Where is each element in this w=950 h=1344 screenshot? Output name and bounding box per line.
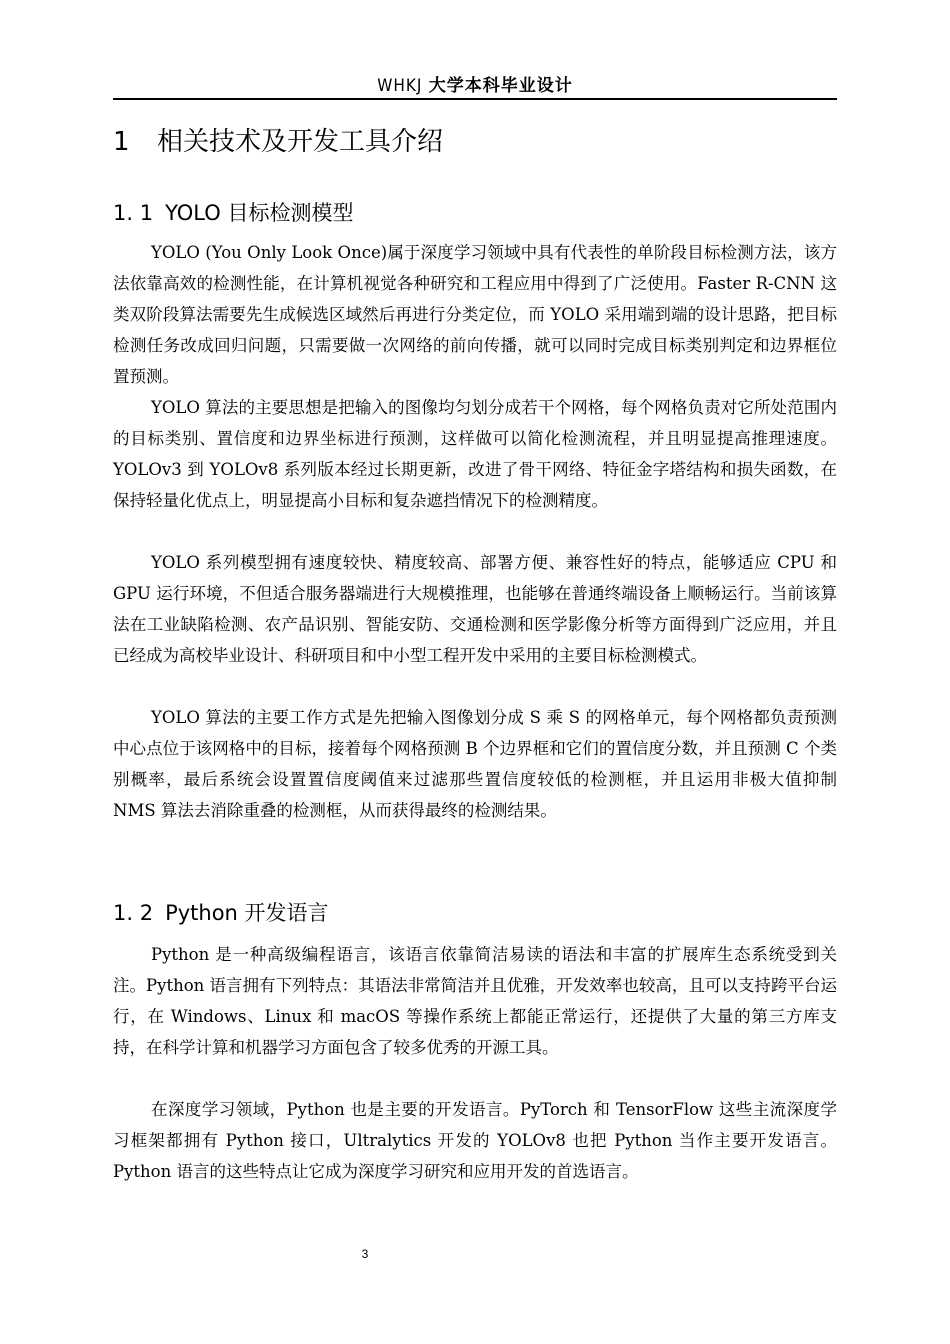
page-number: 3	[361, 1247, 369, 1261]
section-title: Python 开发语言	[165, 901, 329, 925]
paragraph: YOLO 算法的主要思想是把输入的图像均匀划分成若干个网格，每个网格负责对它所处范围内的目标类别、置信度和边界坐标进行预测，这样做可以简化检测流程，并且明显提高推理速度。YOLOv3 到 YOLOv8 系列版本经过长期更新，改进了骨干网络、特征金字塔结构和损失函数，在保持轻量化优点上，明显提高小目标和复杂遮挡情况下的检测精度。	[113, 398, 837, 510]
chapter-title: 相关技术及开发工具介绍	[157, 127, 444, 157]
section-number: 1. 2	[113, 901, 154, 925]
section-heading-2	[113, 897, 329, 927]
header-rule	[113, 98, 837, 100]
header-title: 大学本科毕业设计	[428, 76, 573, 96]
paragraph: YOLO 系列模型拥有速度较快、精度较高、部署方便、兼容性好的特点，能够适应 CPU 和 GPU 运行环境，不但适合服务器端进行大规模推理，也能够在普通终端设备上顺畅运行。当前该算法在工业缺陷检测、农产品识别、智能安防、交通检测和医学影像分析等方面得到广泛应用，并且已经成为高校毕业设计、科研项目和中小型工程开发中采用的主要目标检测模式。	[113, 553, 837, 665]
paragraph: YOLO 算法的主要工作方式是先把输入图像划分成 S 乘 S 的网格单元，每个网格都负责预测中心点位于该网格中的目标，接着每个网格预测 B 个边界框和它们的置信度分数，并且预测 C 个类别概率，最后系统会设置置信度阈值来过滤那些置信度较低的检测框，并且运用非极大值抑制 NMS 算法去消除重叠的检测框，从而获得最终的检测结果。	[113, 708, 837, 820]
paragraph: Python 是一种高级编程语言，该语言依靠简洁易读的语法和丰富的扩展库生态系统受到关注。Python 语言拥有下列特点：其语法非常简洁并且优雅，开发效率也较高，且可以支持跨平台运行，在 Windows、Linux 和 macOS 等操作系统上都能正常运行，还提供了大量的第三方库支持，在科学计算和机器学习方面包含了较多优秀的开源工具。	[113, 945, 837, 1057]
chapter-heading	[113, 121, 443, 158]
header-prefix: WHKJ	[377, 76, 423, 96]
chapter-number: 1	[113, 127, 130, 157]
section-heading-1	[113, 197, 353, 227]
page-header	[113, 71, 837, 99]
paragraph: YOLO (You Only Look Once)属于深度学习领域中具有代表性的单阶段目标检测方法，该方法依靠高效的检测性能，在计算机视觉各种研究和工程应用中得到了广泛使用。Faster R-CNN 这类双阶段算法需要先生成候选区域然后再进行分类定位，而 YOLO 采用端到端的设计思路，把目标检测任务改成回归问题，只需要做一次网络的前向传播，就可以同时完成目标类别判定和边界框位置预测。	[113, 243, 837, 386]
section-number: 1. 1	[113, 201, 154, 225]
section-title: YOLO 目标检测模型	[165, 201, 354, 225]
paragraph: 在深度学习领域，Python 也是主要的开发语言。PyTorch 和 TensorFlow 这些主流深度学习框架都拥有 Python 接口，Ultralytics 开发的 YOLOv8 也把 Python 当作主要开发语言。Python 语言的这些特点让它成为深度学习研究和应用开发的首选语言。	[113, 1100, 837, 1181]
